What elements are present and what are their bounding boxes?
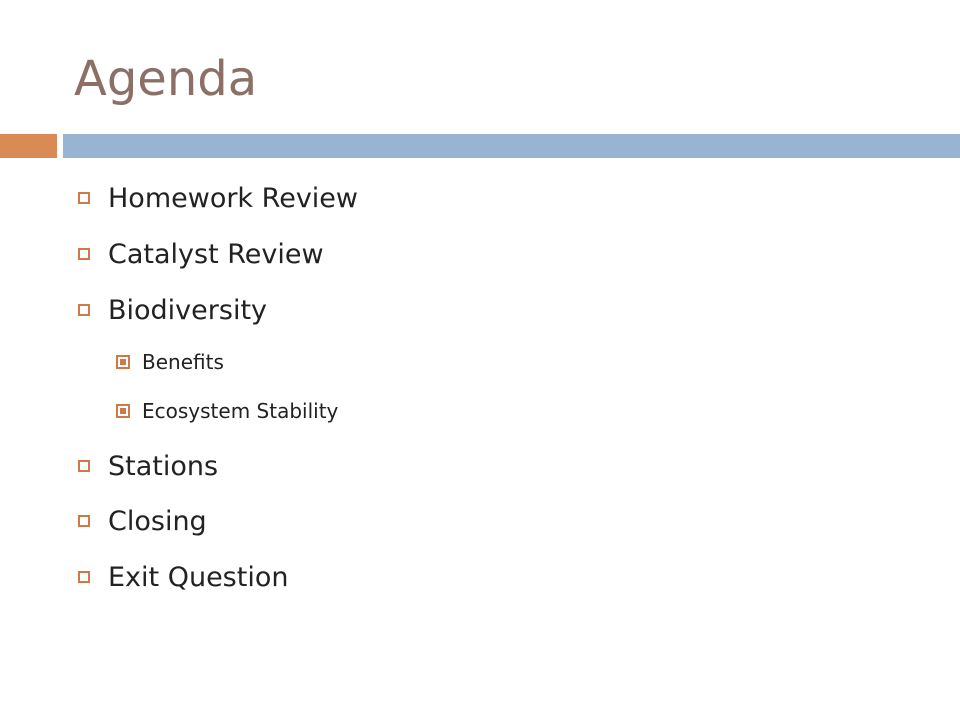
- agenda-item-catalyst-review: [78, 237, 324, 271]
- agenda-item-exit-question: [78, 560, 288, 594]
- agenda-subitem-benefits: [116, 348, 224, 376]
- square-bullet-icon: [78, 192, 90, 204]
- title-accent-bar: [0, 134, 57, 158]
- slide-title: Agenda: [74, 51, 258, 107]
- agenda-item-biodiversity: [78, 293, 267, 327]
- agenda-item-label: Homework Review: [108, 182, 358, 214]
- agenda-item-closing: [78, 504, 207, 538]
- agenda-subitem-label: Ecosystem Stability: [142, 399, 339, 423]
- agenda-item-stations: [78, 449, 218, 483]
- agenda-subitem-label: Benefits: [142, 350, 224, 374]
- filled-square-bullet-icon: [116, 355, 130, 369]
- agenda-item-label: Stations: [108, 450, 219, 482]
- agenda-item-label: Closing: [108, 505, 207, 537]
- filled-square-bullet-icon: [116, 404, 130, 418]
- square-bullet-icon: [78, 248, 90, 260]
- agenda-item-label: Catalyst Review: [108, 238, 324, 270]
- square-bullet-icon: [78, 515, 90, 527]
- square-bullet-icon: [78, 460, 90, 472]
- title-divider-bar: [63, 134, 960, 158]
- agenda-item-label: Biodiversity: [108, 294, 268, 326]
- agenda-subitem-ecosystem-stability: [116, 397, 338, 425]
- agenda-item-homework-review: [78, 181, 358, 215]
- square-bullet-icon: [78, 571, 90, 583]
- square-bullet-icon: [78, 304, 90, 316]
- agenda-item-label: Exit Question: [108, 561, 289, 593]
